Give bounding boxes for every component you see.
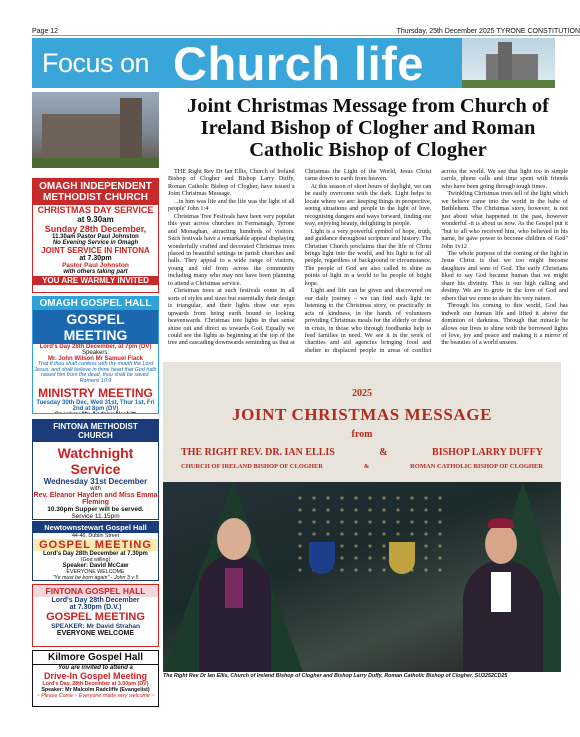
ad-title: FINTONA METHODIST CHURCH bbox=[33, 420, 158, 442]
ad-date: Sunday 28th December, bbox=[44, 224, 147, 234]
poster-sub-right: ROMAN CATHOLIC BISHOP OF CLOGHER bbox=[410, 463, 543, 470]
ad-date: Lord's Day 28th December bbox=[51, 597, 140, 604]
article-paragraph: At this season of short hours of daylight, we can be easily overcome with the dark. Light helps to locate where we are: keeping things in perspective, seeing situations and people in the light of love, recognising dangers and ways forward, finding our way, enjoying beauty, delighting in people. bbox=[304, 182, 432, 228]
poster-sub-ampersand: & bbox=[363, 463, 370, 470]
article-paragraph: Twinkling Christmas trees tell of the light which we believe came into the world in the babe of Bethlehem. The Christmas story, however, is not just about what happened in the past, however wonderful -it is about us now. As the Gospel put it "but to all who received him, who believed in his name, he gave power to become children of God" John 1v12 bbox=[441, 190, 568, 250]
ad-speakers-label: Speakers: bbox=[81, 350, 109, 356]
ad-service-title: CHRISTMAS DAY SERVICE bbox=[37, 205, 154, 215]
article-paragraph: The whole purpose of the coming of the light in Jesus Christ is that we too might become daughters and sons of God. The early Christians liked to say God became human that we might share his divinity. This is our high calling and destiny. We are to grow in the love of God and others that we come to share his very nature. bbox=[441, 249, 568, 302]
ad-welcome: YOU ARE WARMLY INVITED bbox=[33, 276, 158, 285]
ad-date: Lord's Day 28th December at 7.30pm bbox=[43, 551, 148, 557]
ad-with: with bbox=[90, 486, 101, 492]
bishops-photo bbox=[163, 482, 561, 672]
bishop-ellis-head bbox=[217, 518, 251, 560]
ad-god-willing: (God willing) bbox=[80, 557, 111, 563]
poster-titles bbox=[181, 463, 543, 470]
ad-newtownstewart-gospel-hall bbox=[32, 521, 159, 581]
ad-verse: That if thou shalt confess with thy mouth the Lord Jesus, and shalt believe in thine heart that God hath raised him from the dead, thou shalt be saved. Romans 10:9 bbox=[34, 361, 157, 384]
article-paragraph: Light and life can be given and discovered on our daily journey – we can find such light in: listening to the Christmas story, or practically in acts of kindness, in the hands of volunteers providing Christmas meals for the elderly or those in crisis, in those who through foodbanks help to feed families in need. We see it in the work of charities and aid agencies bringing food and shelter to displaced people in areas of conflict across the world. We see that light too in simple carols, phone calls and time spent with friends who have been going through tough times. bbox=[304, 168, 568, 354]
ad-ministry-speaker bbox=[33, 412, 158, 414]
page-header bbox=[32, 28, 580, 36]
issue-date: Thursday, 25th December 2025 TYRONE CONSTITUTION bbox=[396, 28, 580, 35]
banner-church-life: Church life bbox=[173, 38, 424, 88]
ad-speaker: Speaker: Mr Malcolm Radcliffe (Evangelist) bbox=[41, 687, 150, 693]
bishop-ellis-stole bbox=[225, 568, 243, 608]
ad-meeting: GOSPEL MEETING bbox=[33, 539, 158, 551]
ad-watchnight: Watchnight Service bbox=[57, 445, 134, 477]
poster-names bbox=[181, 447, 543, 458]
ad-ministry-dates: Tuesday 30th Dec, Wed 31st, Thur 1st, Fri 2nd at 8pm (DV) bbox=[36, 400, 155, 412]
zucchetto bbox=[488, 518, 514, 528]
ad-meeting: GOSPEL MEETING bbox=[33, 310, 158, 344]
ad-title: OMAGH GOSPEL HALL bbox=[33, 297, 158, 310]
poster-name-left: THE RIGHT REV. DR. IAN ELLIS bbox=[181, 447, 335, 458]
ad-footer: ~ Please Come ~ Everyone made very welcome ~ bbox=[36, 693, 155, 699]
bishop-duffy-collar bbox=[491, 572, 511, 612]
ad-address: 44-46, Dublin Street bbox=[71, 533, 120, 539]
ad-date: Wednesday 31st December bbox=[43, 477, 148, 486]
ad-speakers: Mr. John Wilson Mr Samuel Flack bbox=[48, 356, 143, 362]
article-paragraph: THE Right Rev Dr Ian Ellis, Church of Ireland Bishop of Clogher and Bishop Larry Duffy, Roman Catholic Bishop of Clogher, have issued a Joint Christmas Message. bbox=[168, 168, 295, 198]
ad-time: at 7.30pm (D.V.) bbox=[69, 604, 122, 611]
poster-ampersand: & bbox=[379, 447, 388, 458]
bishop-duffy-head bbox=[485, 524, 517, 564]
ad-meeting: Drive-In Gospel Meeting bbox=[43, 671, 148, 681]
ad-note: with others taking part bbox=[63, 269, 128, 275]
ad-date: Lord's Day 28th December, at 7pm (DV) bbox=[39, 344, 152, 350]
article-paragraph: Christmas Tree Festivals have been very popular this year across churches in Fermanagh, Tyrone and Monaghan, attracting hundreds of visitors. Such festivals have a remarkable appeal displaying wonderfully crafted and decorated Christmas trees placed in beautiful settings in parish churches and halls. They appeal to a wide range of visitors, young and old from across the community including many who may not have been planning to attend a Christmas service. bbox=[168, 212, 295, 287]
article-paragraph: Christmas trees at such festivals come in all sorts of styles and sizes but essentially their design is triangular, and their lights draw our eyes upwards from being earth bound to looking heavenwards. Christmas tree lights in that sense shine out and direct us towards God. Equally we could see the lights as beginning at the top of the tree and cascading downwards reminding us that at Christmas the Light of the World, Jesus Christ came down to earth from heaven. bbox=[168, 168, 432, 347]
article-headline: Joint Christmas Message from Church of Ireland Bishop of Clogher and Roman Catholic Bishop of Clogher bbox=[187, 95, 549, 161]
poster-from: from bbox=[351, 429, 373, 440]
article-paragraph: Through his coming to this world, God has indwelt our human life and lifted it above the dominion of darkness. Through that miracle he allows our lives to shine with the borrowed lights of love, joy and peace and making it a mirror of the beauties of a world unseen. bbox=[441, 302, 568, 347]
page-number: Page 12 bbox=[32, 28, 59, 35]
church-photo bbox=[462, 38, 555, 88]
ad-date: Lord's Day, 28th December at 3.00pm (DV) bbox=[42, 681, 149, 687]
ad-welcome: EVERYONE WELCOME bbox=[66, 569, 125, 575]
photo-caption: The Right Rev Dr Ian Ellis, Church of Ireland Bishop of Clogher and Bishop Larry Duffy, Roman Catholic Bishop of Clogher. SU3252CD25 bbox=[163, 673, 508, 679]
church-of-ireland-crest bbox=[309, 542, 335, 574]
ad-meeting: GOSPEL MEETING bbox=[46, 611, 145, 623]
ad-verse: "Ye must be born again" - John 3 v 5 bbox=[52, 575, 139, 581]
ad-welcome: EVERYONE WELCOME bbox=[56, 630, 135, 637]
ad-omagh-independent-methodist bbox=[32, 178, 159, 293]
ad-title: FINTONA GOSPEL HALL bbox=[33, 585, 158, 597]
ad-pastor: Pastor Paul Johnston bbox=[62, 262, 129, 269]
banner-focus: Focus on bbox=[42, 48, 150, 78]
poster-sub-left: CHURCH OF IRELAND BISHOP OF CLOGHER bbox=[181, 463, 323, 470]
ad-time: at 9.30am bbox=[77, 215, 114, 224]
article-paragraph: ...in him was life and the life was the light of all people' John 1:4 bbox=[168, 197, 295, 213]
ad-ministry: MINISTRY MEETING bbox=[38, 386, 153, 400]
christmas-message-poster bbox=[163, 362, 561, 672]
ad-kilmore-gospel-hall bbox=[32, 650, 159, 707]
ad-fintona-gospel-hall bbox=[32, 584, 159, 647]
catholic-diocese-crest bbox=[389, 542, 415, 574]
section-banner bbox=[32, 38, 555, 88]
poster-year: 2025 bbox=[352, 388, 372, 399]
poster-heading: JOINT CHRISTMAS MESSAGE bbox=[231, 405, 493, 424]
church-building-photo bbox=[32, 92, 159, 168]
ad-title: Newtownstewart Gospel Hall bbox=[33, 522, 158, 533]
ad-invited: You are invited to attend a bbox=[58, 665, 133, 671]
ad-note: No Evening Service in Omagh bbox=[52, 240, 139, 246]
ad-speaker: Speaker: David McCaw bbox=[62, 563, 129, 569]
ad-joint-service: JOINT SERVICE IN FINTONA bbox=[41, 246, 150, 255]
ad-speaker: SPEAKER: Mr David Strahan bbox=[51, 623, 140, 630]
ad-service-time: Service 11.15pm bbox=[71, 513, 120, 520]
ad-supper: 10.30pm Supper will be served. bbox=[47, 506, 144, 513]
ad-omagh-gospel-hall bbox=[32, 296, 159, 414]
ad-fintona-methodist bbox=[32, 419, 159, 520]
article-paragraph: Light is a very powerful symbol of hope, truth, and guidance throughout scripture and history. The Christian Church proclaims that the life of Christ brings light into the world, and his light is for all people, regardless of background or circumstance. The people of God are also called to shine as points of light in a world to be people of bright hope. bbox=[304, 227, 432, 287]
ad-time: at 7.30pm bbox=[79, 255, 112, 262]
ad-pastor: 11.30am Pastor Paul Johnston bbox=[52, 234, 139, 240]
poster-name-right: BISHOP LARRY DUFFY bbox=[432, 447, 543, 458]
ad-title: Kilmore Gospel Hall bbox=[33, 651, 158, 665]
ad-title: OMAGH INDEPENDENT METHODIST CHURCH bbox=[33, 179, 158, 205]
article-body bbox=[168, 168, 568, 356]
ad-speakers: Rev. Eleanor Hayden and Miss Emma Fleming bbox=[33, 492, 158, 506]
